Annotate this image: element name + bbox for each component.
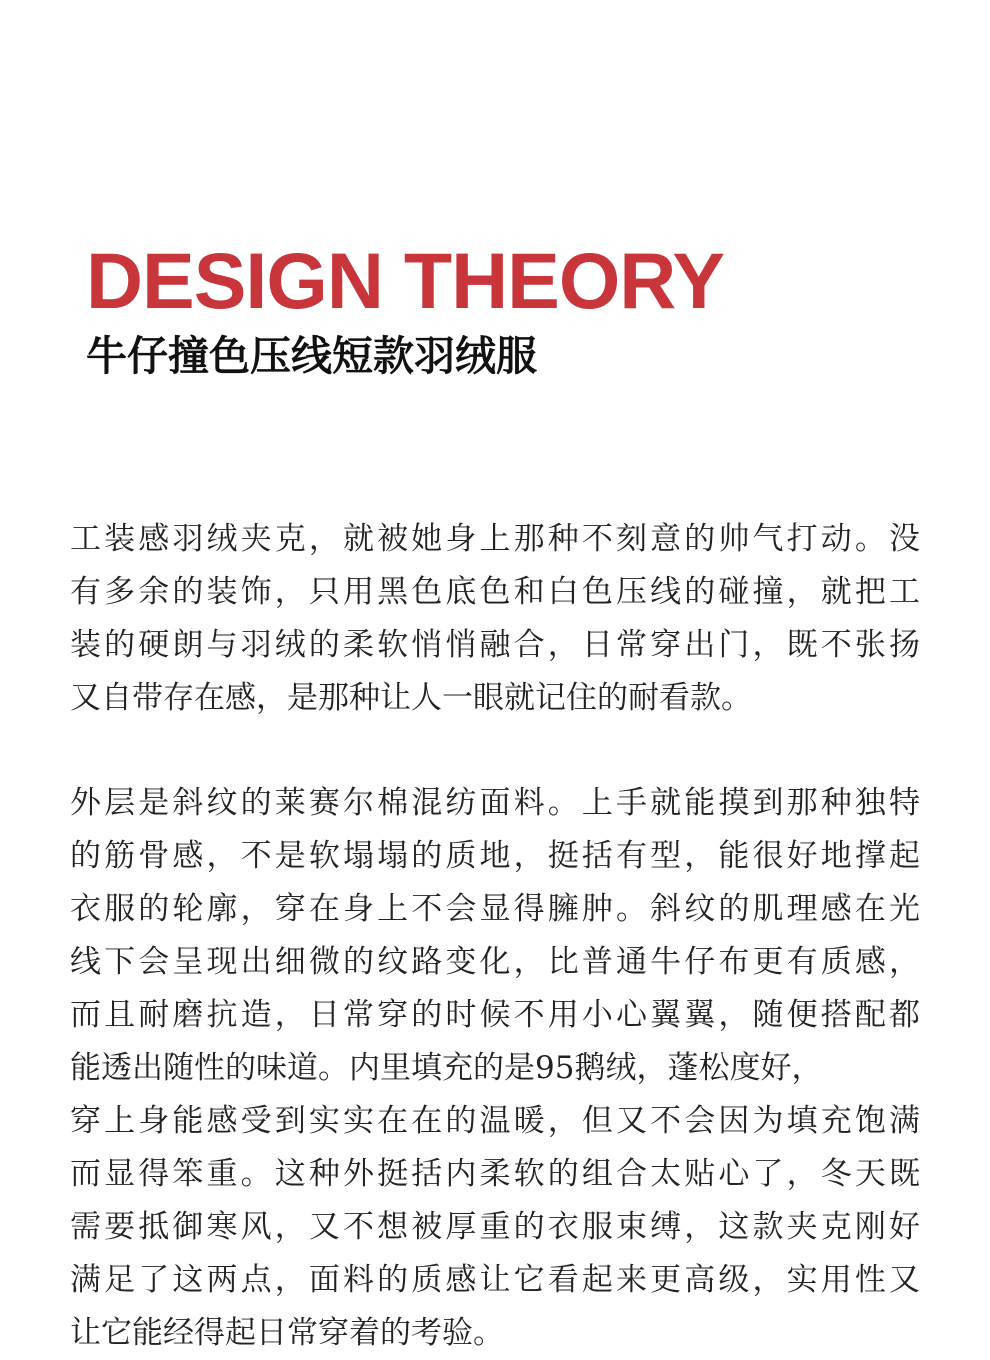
paragraph-line: 而显得笨重。这种外挺括内柔软的组合太贴心了，冬天既	[70, 1156, 920, 1192]
paragraph-line: 工装感羽绒夹克，就被她身上那种不刻意的帅气打动。没	[70, 521, 920, 557]
page-subtitle: 牛仔撞色压线短款羽绒服	[86, 332, 537, 380]
paragraph-line: 而且耐磨抗造，日常穿的时候不用小心翼翼，随便搭配都	[70, 997, 920, 1033]
page-title: DESIGN THEORY	[86, 236, 725, 325]
paragraph-line: 装的硬朗与羽绒的柔软悄悄融合，日常穿出门，既不张扬	[70, 627, 920, 663]
paragraph-line: 穿上身能感受到实实在在的温暖，但又不会因为填充饱满	[70, 1103, 920, 1139]
paragraph-line: 外层是斜纹的莱赛尔棉混纺面料。上手就能摸到那种独特	[70, 785, 920, 821]
paragraph-line: 能透出随性的味道。内里填充的是95鹅绒，蓬松度好，	[70, 1050, 823, 1086]
paragraph-line: 有多余的装饰，只用黑色底色和白色压线的碰撞，就把工	[70, 574, 920, 610]
paragraph-line: 线下会呈现出细微的纹路变化，比普通牛仔布更有质感，	[70, 944, 920, 980]
paragraph-line: 需要抵御寒风，又不想被厚重的衣服束缚，这款夹克刚好	[70, 1209, 920, 1245]
intro-paragraph	[70, 513, 920, 725]
paragraph-line: 让它能经得起日常穿着的考验。	[70, 1315, 504, 1351]
paragraph-line: 又自带存在感，是那种让人一眼就记住的耐看款。	[70, 680, 752, 716]
fabric-paragraph	[70, 777, 920, 1360]
paragraph-line: 衣服的轮廓，穿在身上不会显得臃肿。斜纹的肌理感在光	[70, 891, 920, 927]
paragraph-line: 的筋骨感，不是软塌塌的质地，挺括有型，能很好地撑起	[70, 838, 920, 874]
paragraph-line: 满足了这两点，面料的质感让它看起来更高级，实用性又	[70, 1262, 920, 1298]
